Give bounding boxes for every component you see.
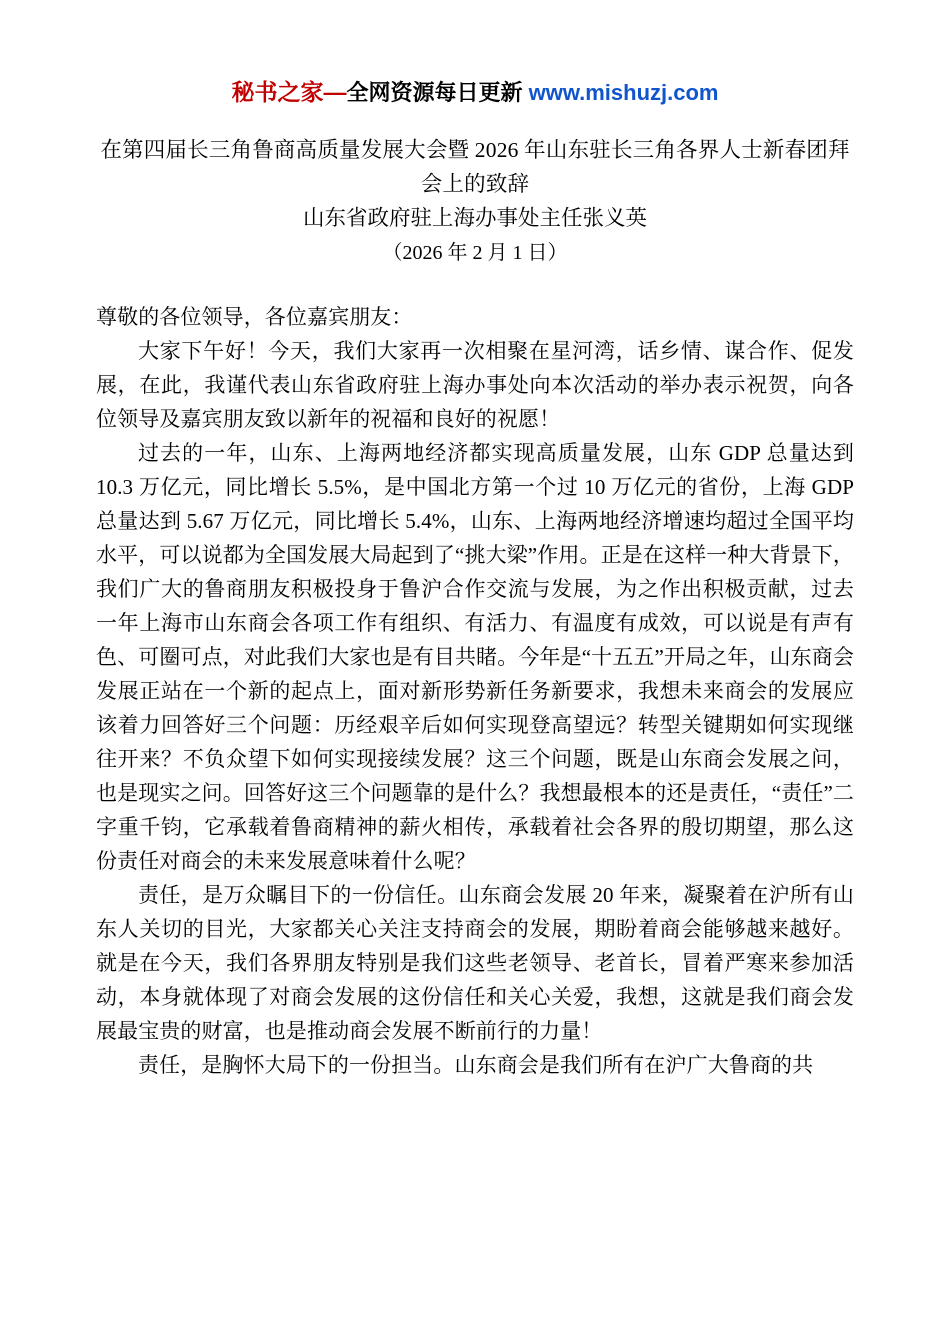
watermark-dash: — (323, 79, 347, 105)
paragraph-salutation: 尊敬的各位领导，各位嘉宾朋友： (96, 304, 413, 329)
page-title: 在第四届长三角鲁商高质量发展大会暨 2026 年山东驻长三角各界人士新春团拜会上的致辞 (100, 137, 850, 196)
paragraph-3: 责任，是万众瞩目下的一份信任。山东商会发展 20 年来，凝聚着在沪所有山东人关切的目光，大家都关心关注支持商会的发展，期盼着商会能够越来越好。就是在今天，我们各界朋友特别是我们这些老领导、老首长，冒着严寒来参加活动，本身就体现了对商会发展的这份信任和关心关爱，我想，这就是我们商会发展最宝贵的财富，也是推动商会发展不断前行的力量！ (96, 883, 854, 1044)
paragraph-2: 过去的一年，山东、上海两地经济都实现高质量发展，山东 GDP 总量达到 10.3 万亿元，同比增长 5.5%，是中国北方第一个过 10 万亿元的省份，上海 GDP 总量达到 5.67 万亿元，同比增长 5.4%，山东、上海两地经济增速均超过全国平均水平，可以说都为全国发展大局起到了“挑大梁”作用。正是在这样一种大背景下，我们广大的鲁商朋友积极投身于鲁沪合作交流与发展，为之作出积极贡献，过去一年上海市山东商会各项工作有组织、有活力、有温度有成效，可以说是有声有色、可圈可点，对此我们大家也是有目共睹。今年是“十五五”开局之年，山东商会发展正站在一个新的起点上，面对新形势新任务新要求，我想未来商会的发展应该着力回答好三个问题：历经艰辛后如何实现登高望远？转型关键期如何实现继往开来？不负众望下如何实现接续发展？这三个问题，既是山东商会发展之问，也是现实之问。回答好这三个问题靠的是什么？我想最根本的还是责任，“责任”二字重千钧，它承载着鲁商精神的薪火相传，承载着社会各界的殷切期望，那么这份责任对商会的未来发展意味着什么呢？ (96, 440, 854, 874)
document-author: 山东省政府驻上海办事处主任张义英 (302, 205, 647, 230)
watermark-tagline: 全网资源每日更新 (346, 80, 529, 105)
paragraph-1: 大家下午好！今天，我们大家再一次相聚在星河湾，话乡情、谋合作、促发展，在此，我谨代表山东省政府驻上海办事处向本次活动的举办表示祝贺，向各位领导及嘉宾朋友致以新年的祝福和良好的祝愿！ (96, 338, 854, 431)
watermark-url[interactable]: www.mishuzj.com (528, 80, 719, 105)
watermark-banner (96, 78, 854, 108)
document-body (96, 300, 854, 1082)
document-date: （2026 年 2 月 1 日） (382, 241, 568, 264)
watermark-brand: 秘书之家 (231, 80, 324, 105)
paragraph-4: 责任，是胸怀大局下的一份担当。山东商会是我们所有在沪广大鲁商的共 (138, 1053, 814, 1078)
